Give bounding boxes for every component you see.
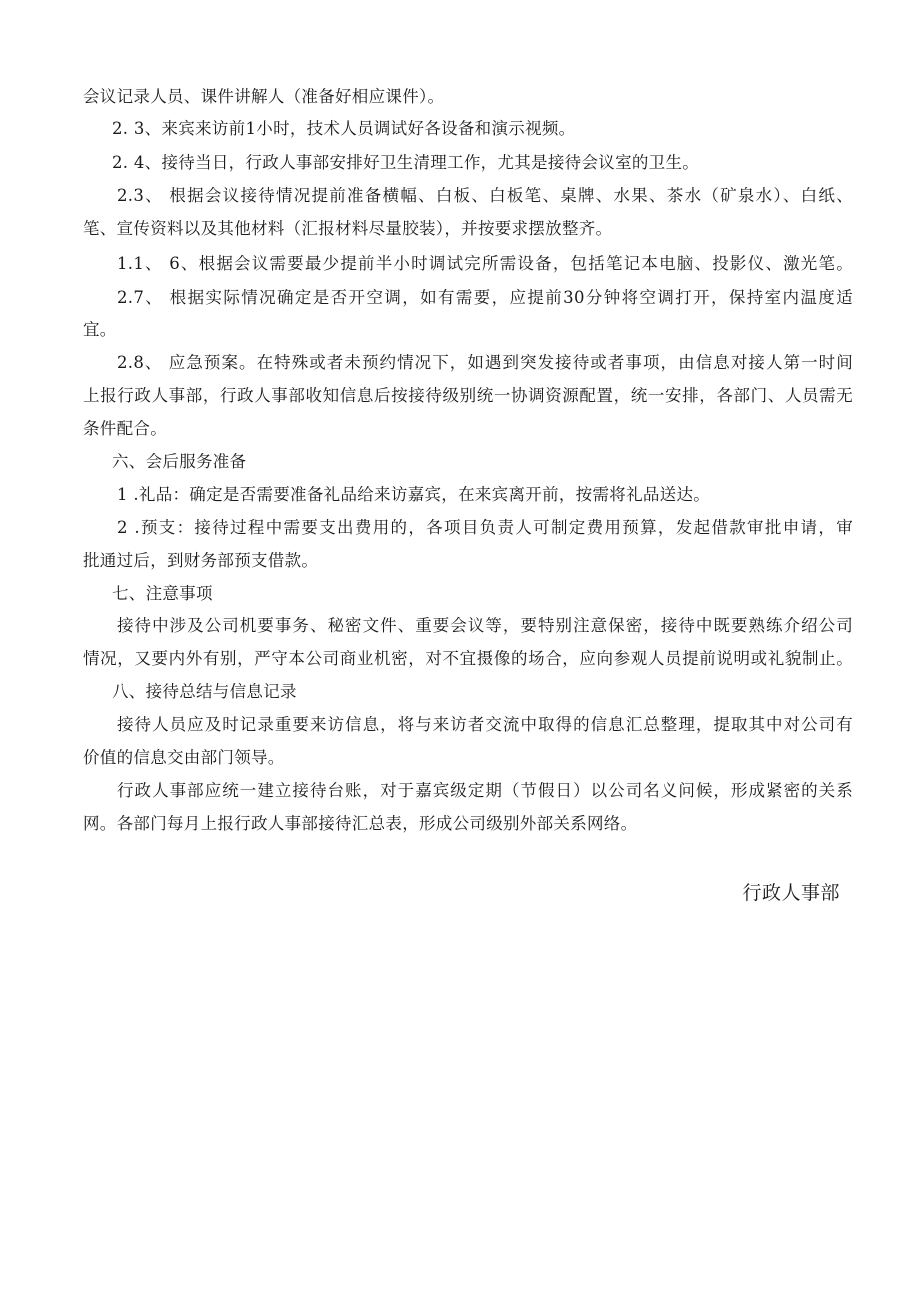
section-heading: 八、接待总结与信息记录 bbox=[112, 682, 297, 701]
paragraph-line: 行政人事部应统一建立接待台账，对于嘉宾级定期（节假日）以公司名义问候，形成紧密的关系 bbox=[117, 781, 853, 800]
section-heading: 七、注意事项 bbox=[112, 584, 213, 603]
paragraph-line: 1.1、 6、根据会议需要最少提前半小时调试完所需设备，包括笔记本电脑、投影仪、激光笔。 bbox=[117, 254, 853, 273]
paragraph-line: 宜。 bbox=[83, 320, 117, 339]
paragraph-line: 会议记录人员、课件讲解人（准备好相应课件）。 bbox=[83, 87, 445, 106]
signature-department: 行政人事部 bbox=[742, 882, 840, 904]
paragraph-line: 笔、宣传资料以及其他材料（汇报材料尽量胶装），并按要求摆放整齐。 bbox=[83, 219, 613, 238]
section-heading: 六、会后服务准备 bbox=[112, 452, 247, 471]
paragraph-line: 2 .预支：接待过程中需要支出费用的，各项目负责人可制定费用预算，发起借款审批申请，审 bbox=[117, 518, 853, 537]
paragraph-line: 2.3、 根据会议接待情况提前准备横幅、白板、白板笔、桌牌、水果、茶水（矿泉水）、白纸、 bbox=[117, 186, 853, 205]
paragraph-line: 上报行政人事部，行政人事部收知信息后按接待级别统一协调资源配置，统一安排，各部门、人员需无 bbox=[83, 386, 853, 405]
paragraph-line: 条件配合。 bbox=[83, 419, 167, 438]
paragraph-line: 网。各部门每月上报行政人事部接待汇总表，形成公司级别外部关系网络。 bbox=[83, 814, 638, 833]
paragraph-line: 2. 4、接待当日，行政人事部安排好卫生清理工作，尤其是接待会议室的卫生。 bbox=[112, 153, 700, 172]
paragraph-line: 2.7、 根据实际情况确定是否开空调，如有需要，应提前30分钟将空调打开，保持室内温度适 bbox=[117, 288, 853, 307]
paragraph-line: 接待人员应及时记录重要来访信息，将与来访者交流中取得的信息汇总整理，提取其中对公司有 bbox=[117, 715, 853, 734]
paragraph-line: 接待中涉及公司机要事务、秘密文件、重要会议等，要特别注意保密，接待中既要熟练介绍公司 bbox=[117, 616, 853, 635]
paragraph-line: 1 .礼品：确定是否需要准备礼品给来访嘉宾，在来宾离开前，按需将礼品送达。 bbox=[117, 485, 711, 504]
paragraph-line: 价值的信息交由部门领导。 bbox=[83, 748, 285, 767]
paragraph-line: 2. 3、来宾来访前1小时，技术人员调试好各设备和演示视频。 bbox=[112, 119, 576, 138]
paragraph-line: 2.8、 应急预案。在特殊或者未预约情况下，如遇到突发接待或者事项，由信息对接人第一时间 bbox=[117, 353, 853, 372]
paragraph-line: 批通过后，到财务部预支借款。 bbox=[83, 551, 319, 570]
paragraph-line: 情况，又要内外有别，严守本公司商业机密，对不宜摄像的场合，应向参观人员提前说明或礼貌制止。 bbox=[83, 649, 853, 668]
